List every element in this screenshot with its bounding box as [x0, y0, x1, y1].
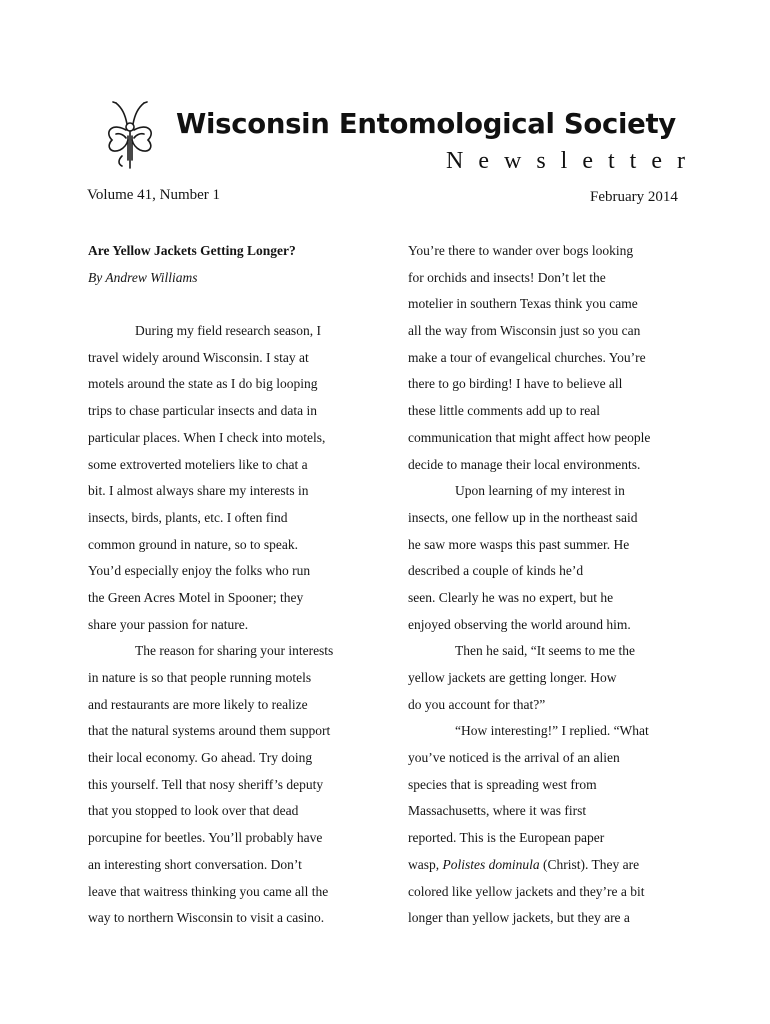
body-line: in nature is so that people running motels	[88, 670, 312, 685]
society-title: Wisconsin Entomological Society	[176, 108, 676, 140]
issue-date: February 2014	[590, 189, 678, 205]
body-line: bit. I almost always share my interests in	[88, 483, 309, 499]
article-title: Are Yellow Jackets Getting Longer?	[88, 243, 296, 258]
left-column	[88, 238, 388, 932]
body-line: insects, birds, plants, etc. I often find	[88, 509, 288, 525]
body-line: and restaurants are more likely to realize	[88, 696, 308, 712]
body-line: for orchids and insects! Don’t let the	[408, 269, 606, 285]
body-line: that you stopped to look over that dead	[88, 803, 299, 819]
species-name: Polistes dominula	[442, 856, 540, 872]
body-line: The reason for sharing your interests	[135, 643, 334, 659]
body-line: reported. This is the European paper	[408, 830, 605, 846]
insect-logo-icon	[100, 100, 162, 172]
body-line: leave that waitress thinking you came all the	[88, 883, 329, 899]
body-line: You’d especially enjoy the folks who run	[88, 563, 311, 579]
body-line: decide to manage their local environments.	[408, 456, 641, 472]
body-line: “How interesting!” I replied. “What	[455, 723, 649, 739]
body-line: that the natural systems around them support	[88, 723, 331, 739]
body-line: an interesting short conversation. Don’t	[88, 856, 302, 872]
body-line: described a couple of kinds he’d	[408, 563, 584, 579]
species-suffix: (Christ). They are	[539, 856, 640, 872]
body-line: he saw more wasps this past summer. He	[408, 536, 630, 552]
body-line: longer than yellow jackets, but they are a	[408, 910, 630, 926]
body-line: do you account for that?”	[408, 696, 546, 712]
body-line: colored like yellow jackets and they’re a bit	[408, 883, 645, 899]
article-byline: By Andrew Williams	[88, 269, 198, 285]
body-line: yellow jackets are getting longer. How	[408, 670, 617, 685]
body-line: seen. Clearly he was no expert, but he	[408, 589, 614, 605]
body-line: enjoyed observing the world around him.	[408, 616, 631, 632]
body-line: species that is spreading west from	[408, 776, 597, 792]
body-line: there to go birding! I have to believe all	[408, 376, 623, 392]
body-line: motelier in southern Texas think you came	[408, 296, 638, 312]
body-line: the Green Acres Motel in Spooner; they	[88, 589, 304, 605]
body-line: porcupine for beetles. You’ll probably have	[88, 830, 323, 846]
body-line: common ground in nature, so to speak.	[88, 536, 298, 552]
newsletter-heading: Newsletter	[446, 148, 700, 174]
body-line: Then he said, “It seems to me the	[455, 643, 635, 659]
body-line: particular places. When I check into motels,	[88, 429, 326, 445]
body-line-species	[408, 852, 698, 879]
right-column	[408, 238, 698, 932]
body-line: you’ve noticed is the arrival of an alien	[408, 750, 620, 766]
volume-number: Volume 41, Number 1	[87, 187, 221, 203]
body-line: this yourself. Tell that nosy sheriff’s deputy	[88, 776, 324, 792]
body-line: make a tour of evangelical churches. You’re	[408, 349, 646, 365]
body-line: trips to chase particular insects and data in	[88, 403, 318, 419]
body-line: insects, one fellow up in the northeast said	[408, 509, 638, 525]
species-prefix: wasp,	[408, 856, 443, 872]
body-line: all the way from Wisconsin just so you can	[408, 323, 641, 339]
body-line: motels around the state as I do big looping	[88, 376, 318, 392]
body-line: Massachusetts, where it was first	[408, 803, 587, 819]
body-line: During my field research season, I	[135, 323, 321, 339]
body-line: You’re there to wander over bogs looking	[408, 243, 634, 258]
body-line: communication that might affect how people	[408, 429, 651, 445]
body-line: share your passion for nature.	[88, 616, 249, 632]
paragraph-spacer	[88, 291, 388, 318]
body-line: way to northern Wisconsin to visit a casino.	[88, 910, 325, 926]
body-line: some extroverted moteliers like to chat a	[88, 456, 308, 472]
body-line: their local economy. Go ahead. Try doing	[88, 750, 313, 766]
body-line: travel widely around Wisconsin. I stay at	[88, 349, 309, 365]
body-line: these little comments add up to real	[408, 403, 600, 419]
body-line: Upon learning of my interest in	[455, 483, 625, 499]
